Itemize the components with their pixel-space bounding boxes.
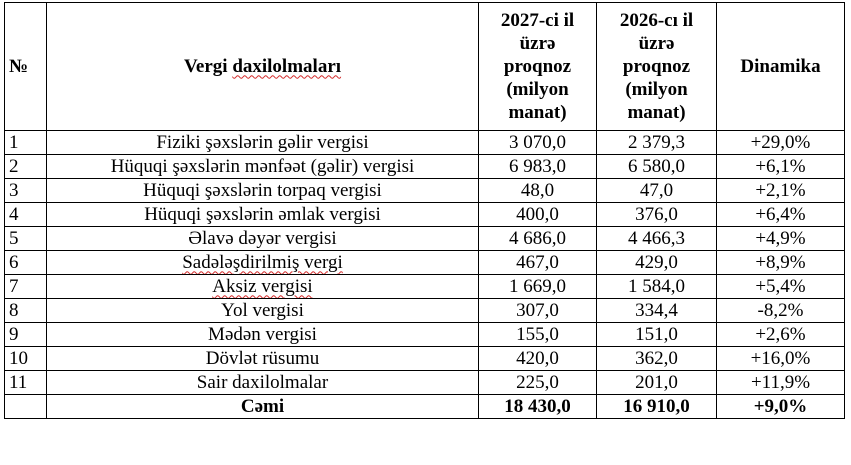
row-tax-name: Mədən vergisi xyxy=(47,323,479,347)
row-forecast-2027: 467,0 xyxy=(479,251,597,275)
table-row xyxy=(5,155,845,179)
row-tax-name-text: Sadələşdirilmiş vergi xyxy=(182,251,343,273)
row-tax-name: Əlavə dəyər vergisi xyxy=(47,227,479,251)
row-number: 7 xyxy=(5,275,47,299)
header-dynamics: Dinamika xyxy=(717,3,845,131)
row-number: 5 xyxy=(5,227,47,251)
header-2027-line: manat) xyxy=(508,102,567,123)
row-tax-name: Sair daxilolmalar xyxy=(47,371,479,395)
row-forecast-2027: 3 070,0 xyxy=(479,131,597,155)
header-tax-revenues xyxy=(47,3,479,131)
tax-revenue-table xyxy=(4,2,845,419)
row-forecast-2027: 4 686,0 xyxy=(479,227,597,251)
row-forecast-2026: 334,4 xyxy=(597,299,717,323)
row-forecast-2027: 48,0 xyxy=(479,179,597,203)
header-2027-line: üzrə xyxy=(519,33,556,54)
row-forecast-2026: 4 466,3 xyxy=(597,227,717,251)
row-forecast-2026: 151,0 xyxy=(597,323,717,347)
total-dynamics: +9,0% xyxy=(717,395,845,419)
header-number: № xyxy=(5,3,47,131)
total-forecast-2027: 18 430,0 xyxy=(479,395,597,419)
row-forecast-2027: 420,0 xyxy=(479,347,597,371)
row-number: 9 xyxy=(5,323,47,347)
header-2026-line: üzrə xyxy=(638,33,675,54)
header-2026-line: (milyon xyxy=(625,79,688,100)
table-row xyxy=(5,131,845,155)
table-row xyxy=(5,299,845,323)
row-forecast-2026: 201,0 xyxy=(597,371,717,395)
row-number: 1 xyxy=(5,131,47,155)
header-name-part1: Vergi xyxy=(183,55,233,77)
row-number: 2 xyxy=(5,155,47,179)
row-dynamics: +5,4% xyxy=(717,275,845,299)
row-forecast-2027: 400,0 xyxy=(479,203,597,227)
row-dynamics: +2,6% xyxy=(717,323,845,347)
header-2027-line: (milyon xyxy=(506,79,569,100)
total-number-cell xyxy=(5,395,47,419)
row-tax-name: Hüquqi şəxslərin mənfəət (gəlir) vergisi xyxy=(47,155,479,179)
table-row xyxy=(5,251,845,275)
row-number: 4 xyxy=(5,203,47,227)
row-dynamics: -8,2% xyxy=(717,299,845,323)
row-forecast-2027: 1 669,0 xyxy=(479,275,597,299)
row-tax-name: Hüquqi şəxslərin əmlak vergisi xyxy=(47,203,479,227)
row-tax-name: Fiziki şəxslərin gəlir vergisi xyxy=(47,131,479,155)
header-2027-line: proqnoz xyxy=(503,56,572,77)
row-tax-name: Hüquqi şəxslərin torpaq vergisi xyxy=(47,179,479,203)
row-dynamics: +8,9% xyxy=(717,251,845,275)
row-dynamics: +6,4% xyxy=(717,203,845,227)
tax-revenue-table-wrapper xyxy=(4,2,845,419)
total-label: Cəmi xyxy=(47,395,479,419)
total-forecast-2026: 16 910,0 xyxy=(597,395,717,419)
row-forecast-2027: 6 983,0 xyxy=(479,155,597,179)
row-forecast-2026: 6 580,0 xyxy=(597,155,717,179)
header-name-part2: daxilolmaları xyxy=(232,55,342,77)
row-dynamics: +29,0% xyxy=(717,131,845,155)
table-row xyxy=(5,227,845,251)
row-forecast-2026: 376,0 xyxy=(597,203,717,227)
table-row xyxy=(5,371,845,395)
table-row xyxy=(5,203,845,227)
row-forecast-2026: 47,0 xyxy=(597,179,717,203)
row-dynamics: +16,0% xyxy=(717,347,845,371)
total-row xyxy=(5,395,845,419)
row-forecast-2026: 362,0 xyxy=(597,347,717,371)
row-number: 3 xyxy=(5,179,47,203)
row-dynamics: +6,1% xyxy=(717,155,845,179)
header-2026-line: 2026-cı il xyxy=(619,10,694,31)
row-tax-name xyxy=(47,251,479,275)
header-forecast-2026 xyxy=(597,3,717,131)
row-tax-name: Yol vergisi xyxy=(47,299,479,323)
header-2026-line: proqnoz xyxy=(622,56,691,77)
header-2026-line: manat) xyxy=(627,102,686,123)
row-number: 8 xyxy=(5,299,47,323)
header-forecast-2027 xyxy=(479,3,597,131)
row-tax-name: Dövlət rüsumu xyxy=(47,347,479,371)
row-forecast-2026: 429,0 xyxy=(597,251,717,275)
table-row xyxy=(5,179,845,203)
row-dynamics: +2,1% xyxy=(717,179,845,203)
table-row xyxy=(5,347,845,371)
table-row xyxy=(5,323,845,347)
row-forecast-2027: 155,0 xyxy=(479,323,597,347)
row-forecast-2027: 307,0 xyxy=(479,299,597,323)
row-tax-name xyxy=(47,275,479,299)
header-row xyxy=(5,3,845,131)
table-row xyxy=(5,275,845,299)
row-number: 11 xyxy=(5,371,47,395)
row-number: 10 xyxy=(5,347,47,371)
row-forecast-2027: 225,0 xyxy=(479,371,597,395)
row-forecast-2026: 2 379,3 xyxy=(597,131,717,155)
row-dynamics: +4,9% xyxy=(717,227,845,251)
row-number: 6 xyxy=(5,251,47,275)
row-dynamics: +11,9% xyxy=(717,371,845,395)
header-2027-line: 2027-ci il xyxy=(500,10,575,31)
row-tax-name-text: Aksiz vergisi xyxy=(212,275,313,297)
row-forecast-2026: 1 584,0 xyxy=(597,275,717,299)
